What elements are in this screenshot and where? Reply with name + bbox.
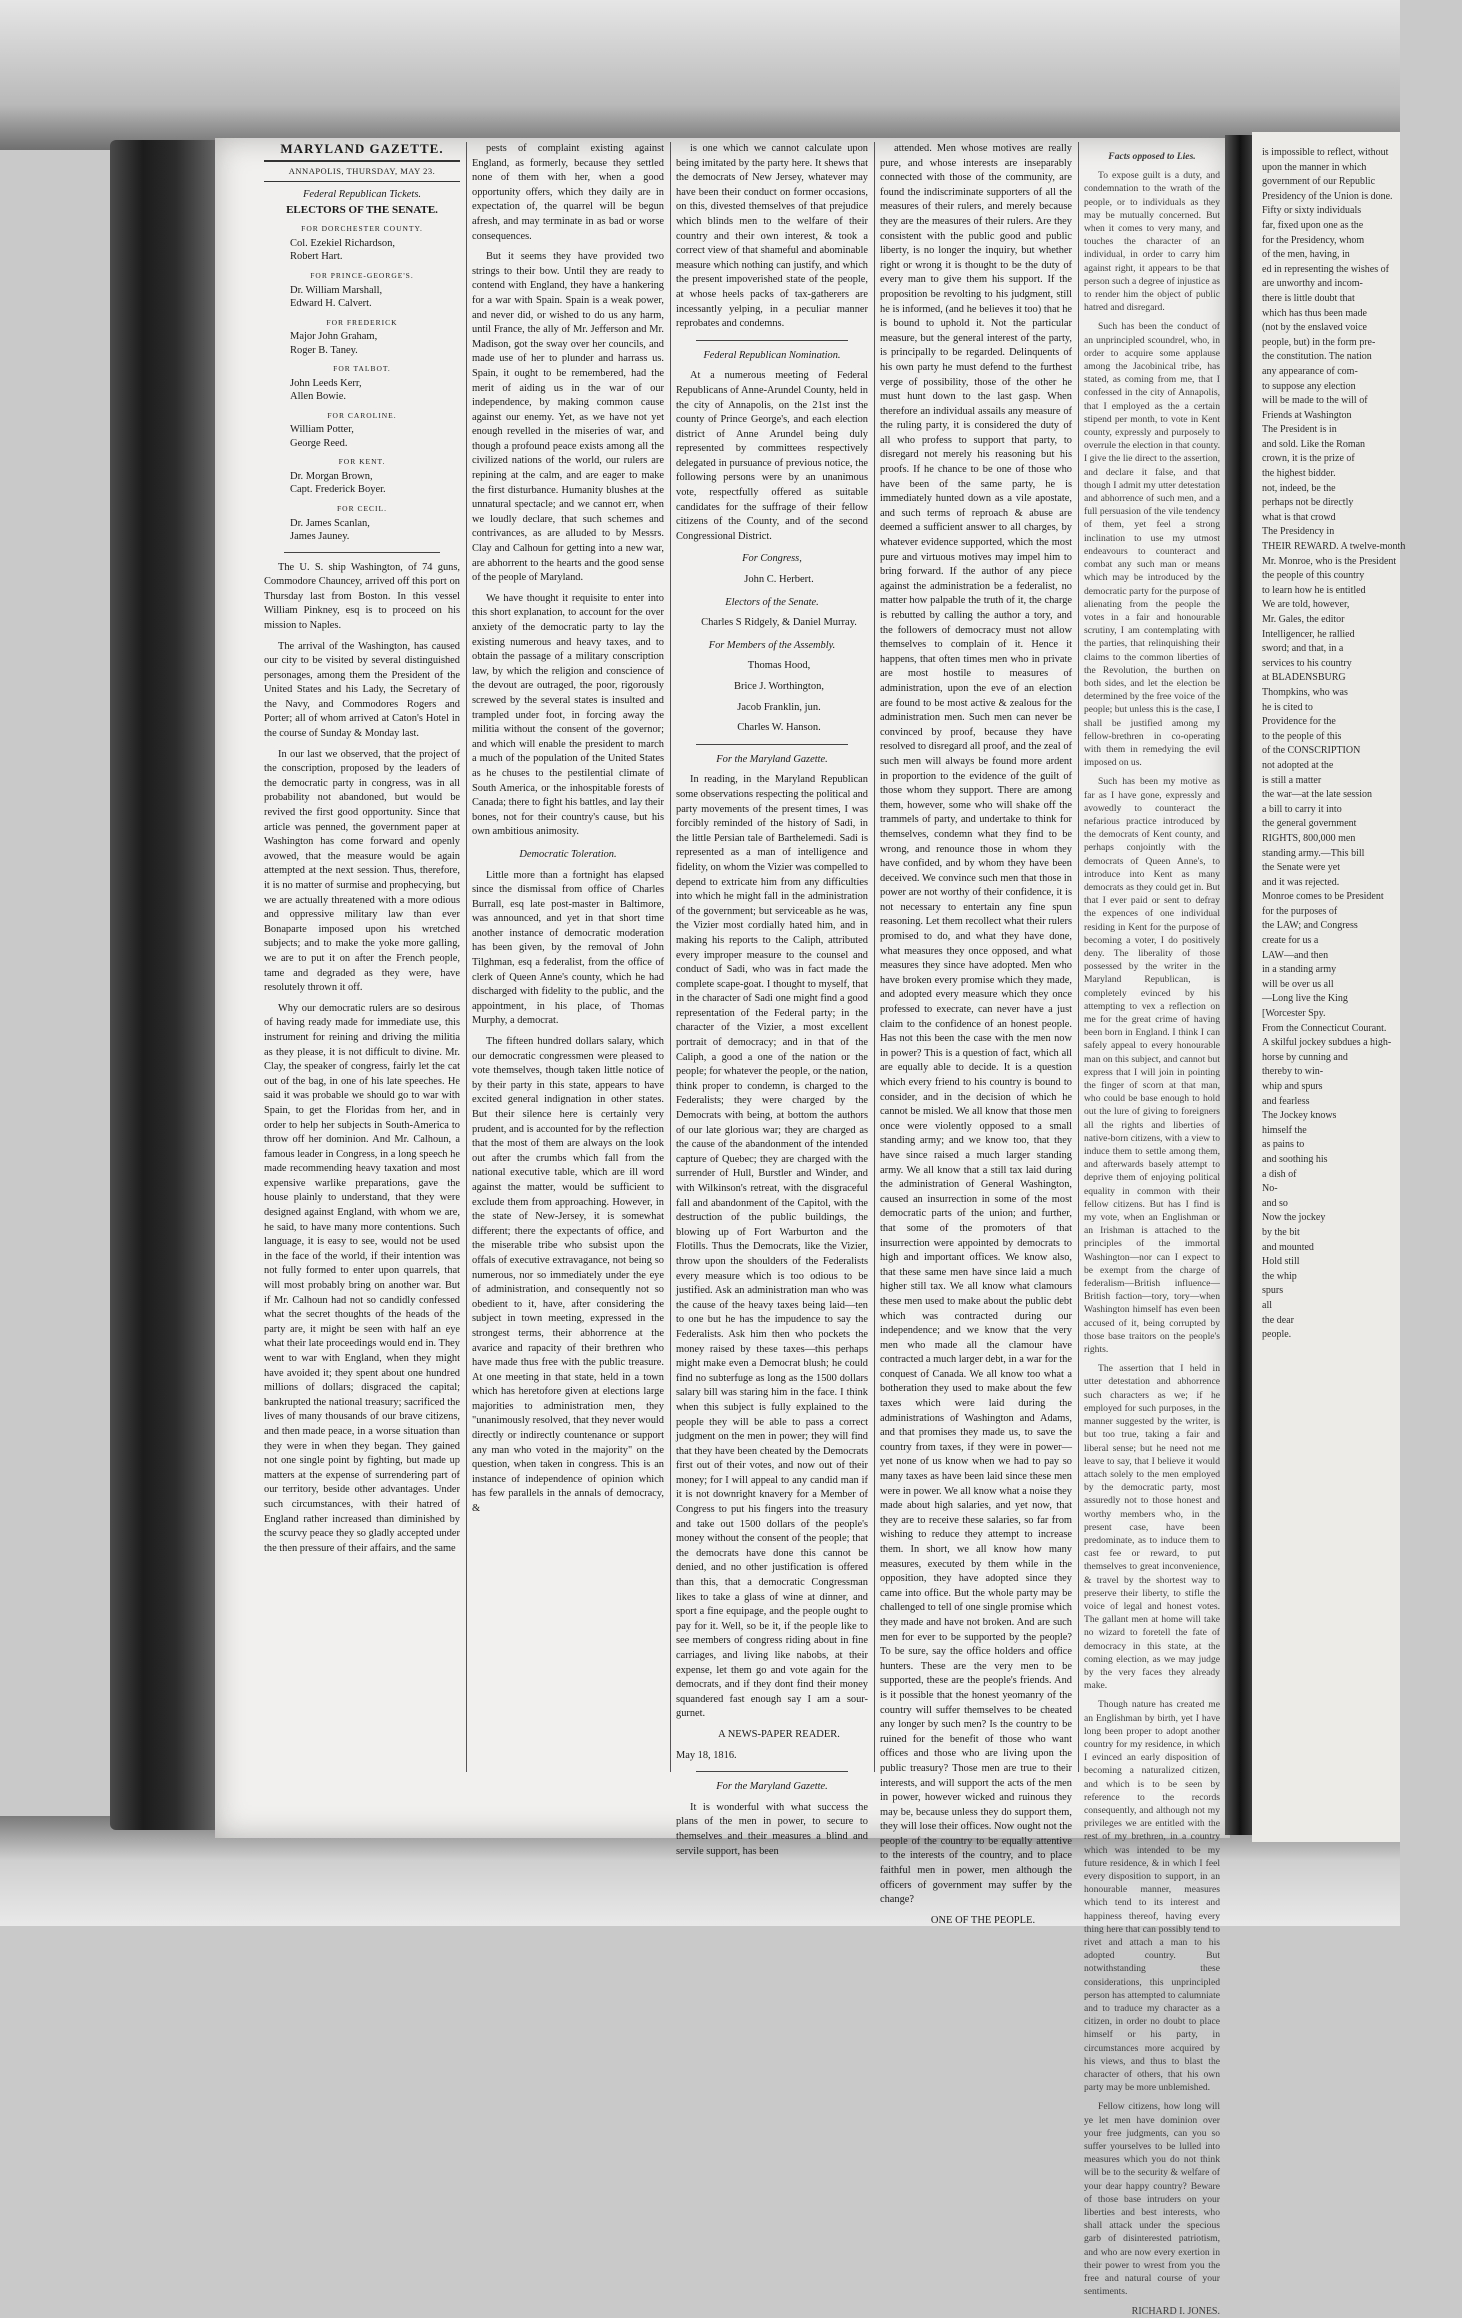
column-5 bbox=[1084, 142, 1220, 2317]
elector-name: William Potter, bbox=[290, 424, 354, 436]
elector-name: Col. Ezekiel Richardson, bbox=[290, 237, 395, 249]
column-1 bbox=[264, 142, 460, 1772]
facing-page-line: himself the bbox=[1262, 1124, 1307, 1136]
facing-page bbox=[1252, 132, 1406, 1842]
facing-page-line: Providence for the bbox=[1262, 716, 1336, 728]
facing-page-line: crown, it is the prize of bbox=[1262, 453, 1355, 465]
elector-name: Dr. James Scanlan, bbox=[290, 517, 370, 529]
heading-for-gazette-2: For the Maryland Gazette. bbox=[716, 1781, 828, 1793]
facing-page-line: Thompkins, who was bbox=[1262, 686, 1348, 698]
county-label: FOR TALBOT. bbox=[333, 364, 391, 374]
heading-for-gazette: For the Maryland Gazette. bbox=[716, 753, 828, 765]
facing-page-line: The Presidency in bbox=[1262, 526, 1335, 538]
facing-page-line: thereby to win- bbox=[1262, 1066, 1324, 1078]
scanner-top-edge bbox=[0, 0, 1400, 150]
column-rule bbox=[874, 142, 875, 1772]
facing-page-line: Intelligencer, he rallied bbox=[1262, 628, 1355, 640]
facing-page-line: and fearless bbox=[1262, 1095, 1310, 1107]
facing-page-line: a bill to carry it into bbox=[1262, 803, 1342, 815]
paragraph: Jacob Franklin, jun. bbox=[737, 701, 821, 713]
facing-page-line: (not by the enslaved voice bbox=[1262, 322, 1367, 334]
paragraph: Charles W. Hanson. bbox=[737, 722, 821, 734]
facing-page-line: as pains to bbox=[1262, 1139, 1305, 1151]
paragraph: The fifteen hundred dollars salary, which our democratic congressmen were pleased to vote themselves, though taken little notice of by their party in this state, appears to have excited general indignation in other states. But their silence here is certainly very prudent, and is accounted for by the reflection that the most of them are always on the look out after the crumbs which fall from the national executive table, which are ill word against the matter, would be sufficient to exclude them from approaching. However, in the state of New-Jersey, it is somewhat different; there the expectants of office, and the miserable tribe who subsist upon the offals of executive extravagance, not being so numerous, nor so immediately under the eye of administration, and consequently not so obedient to it, have, after considering the subject in town meeting, expressed in the strongest terms, their abhorrence at the avarice and rapacity of their brethren who have made thus free with the public treasure. At one meeting in that state, held in a town which has heretofore given at elections large majorities to administration men, they "unanimously resolved, that they never would directly or indirectly countenance or support any man who voted in the majority" on the question, when taken in congress. This is an instance of independence of opinion which has few parallels in the annals of democracy, & bbox=[472, 1036, 664, 1515]
paragraph: Though nature has created me an Englishman by birth, yet I have long been proper to adopt another country for my residence, in which I evinced an early disposition of becoming a naturalized citizen, and which is to be seen by reference to the records consequently, and although not my privileges we are entitled with the rest of my brethren, in a country which was intended to be my future residence, & in which I feel every disposition to support, in an honourable manner, measures which tend to its interest and happiness thereof, having every thing here that can possibly tend to rivet and attach a man to his adopted country. But notwithstanding these considerations, this unprincipled person has attempted to calumniate and to traduce my character as a citizen, in order no doubt to place himself or his party, in circumstances more acquired by his views, and thus to blast the character of others, that his own party may be more unblemished. bbox=[1084, 1699, 1220, 2094]
facing-page-line: Hold still bbox=[1262, 1256, 1300, 1268]
facing-page-line: a dish of bbox=[1262, 1168, 1297, 1180]
facing-page-line: of the CONSCRIPTION bbox=[1262, 745, 1361, 757]
facing-page-line: The President is in bbox=[1262, 424, 1337, 436]
masthead-title: MARYLAND GAZETTE. bbox=[264, 142, 460, 162]
paragraph: The assertion that I held in utter detestation and abhorrence such characters as we; if he employed for such purposes, in the manner suggested by the writer, is but too true, taking a fair and liberal sense; but he need not me leave to say, that I believe it would attach solely to the men employed by the democratic party, most assuredly not to those honest and worthy members who, in the present case, have been predominate, as to induce them to cast fee or reward, to put themselves to great inconvenience, & travel by the shortest way to preserve their liberty, to stifle the voice of legal and honest votes. The gallant men at home will take no wizard to foretell the fate of democracy in this state, at the coming election, as we may judge by the very faces they already make. bbox=[1084, 1363, 1220, 1692]
facing-page-line: and sold. Like the Roman bbox=[1262, 438, 1366, 450]
column-5-signature: RICHARD I. JONES. bbox=[1131, 2305, 1220, 2317]
facing-page-line: what is that crowd bbox=[1262, 511, 1336, 523]
paragraph: To expose guilt is a duty, and condemnation to the wrath of the people, or to individuals as they may be mutually concerned. But when it comes to very many, and touches the character of an individual, in order to carry him against right, it appears to be that person such a degree of injustice as to render him the object of public hatred and disregard. bbox=[1084, 170, 1220, 314]
facing-page-line: for the purposes of bbox=[1262, 905, 1338, 917]
paragraph: Such has been my motive as far as I have gone, expressly and avowedly to counteract the nefarious practice introduced by the democrats of Kent county, and perhaps conjointly with the democrats of Queen Anne's, to introduce into Kent as many democrats as they could get in. But that I ever paid or sent to defray the expences of one individual residing in Kent for the purpose of becoming a voter, I do positively deny. The liberality of those possessed by the writer in the Maryland Republican, is completely evinced by his attempting to vex a reflection on me for the great crime of having been born in England. I think I can safely appeal to every honourable man on this subject, and cannot but express that I will join in pointing the finger of scorn at that man, who could be base enough to hold out the lure of giving to foreigners all the rights and liberties of native-born citizens, with a view to induce them to settle among them, and afterwards basely attempt to deprive them of enjoying political equality in common with their fellow citizens. But has I find is my vote, when an Englishman or an Irishman is attached to the principles of the immortal Washington—nor can I expect to be exempt from the charge of federalism—British influence—British faction—tory, tory—when Washington himself has even been accused of it, being corrupted by those base traitors on the people's rights. bbox=[1084, 776, 1220, 1356]
facing-page-line: standing army.—This bill bbox=[1262, 847, 1365, 859]
county-label: FOR FREDERICK bbox=[326, 317, 398, 327]
facing-page-line: to learn how he is entitled bbox=[1262, 584, 1366, 596]
column-rule bbox=[466, 142, 467, 1772]
paragraph: is one which we cannot calculate upon being imitated by the party here. It shews that the democrats of New Jersey, whatever may have been their conduct on former occasions, on this, divested themselves of that prejudice which blinds men to the welfare of their country and their own interest, & took a correct view of that shameful and abominable measure which nothing can justify, and which the present impoverished state of the people, at whose heels packs of tax-gatherers are incessantly yelping, in a peculiar manner reprobates and condemns. bbox=[676, 143, 868, 330]
elector-name: Robert Hart. bbox=[290, 251, 343, 263]
facing-page-line: and mounted bbox=[1262, 1241, 1314, 1253]
facing-page-line: A skilful jockey subdues a high- bbox=[1262, 1037, 1392, 1049]
book-spine-left bbox=[110, 140, 220, 1830]
elector-name: Capt. Frederick Boyer. bbox=[290, 484, 386, 496]
facing-page-line: at BLADENSBURG bbox=[1262, 672, 1346, 684]
facing-page-line: will be made to the will of bbox=[1262, 395, 1368, 407]
facing-page-line: RIGHTS, 800,000 men bbox=[1262, 832, 1356, 844]
dateline: ANNAPOLIS, THURSDAY, MAY 23. bbox=[264, 162, 460, 183]
facing-page-line: upon the manner in which bbox=[1262, 161, 1367, 173]
facing-page-line: and soothing his bbox=[1262, 1153, 1328, 1165]
divider bbox=[696, 340, 848, 341]
column-5-articles bbox=[1084, 169, 1220, 2298]
elector-name: Edward H. Calvert. bbox=[290, 298, 372, 310]
county-label: FOR KENT. bbox=[338, 457, 386, 467]
column-4-signature: ONE OF THE PEOPLE. bbox=[930, 1914, 1036, 1926]
electors-list bbox=[264, 222, 460, 543]
elector-name: Dr. William Marshall, bbox=[290, 284, 383, 296]
facing-page-line: the LAW; and Congress bbox=[1262, 920, 1358, 932]
column-rule bbox=[670, 142, 671, 1772]
county-label: FOR PRINCE-GEORGE'S. bbox=[310, 270, 414, 280]
facing-page-line: all bbox=[1262, 1299, 1272, 1311]
column-2-articles bbox=[472, 142, 664, 840]
facing-page-line: there is little doubt that bbox=[1262, 292, 1355, 304]
letter-signature: A NEWS-PAPER READER. bbox=[718, 1728, 840, 1740]
facing-page-line: to suppose any election bbox=[1262, 380, 1356, 392]
county-label: FOR DORCHESTER COUNTY. bbox=[301, 224, 423, 234]
heading-senate-electors: Electors of the Senate. bbox=[725, 596, 819, 608]
paragraph: Little more than a fortnight has elapsed since the dismissal from office of Charles Burrall, esq late post-master in Baltimore, was announced, and yet in that short time another instance of democratic moderation has been given, by the removal of John Tilghman, esq a federalist, from the office of clerk of Queen Anne's county, which he had discharged with fidelity to the public, and the appointment, in his place, of Thomas Murphy, a democrat. bbox=[472, 869, 664, 1027]
facing-page-line: Now the jockey bbox=[1262, 1212, 1326, 1224]
facing-page-line: —Long live the King bbox=[1262, 993, 1348, 1005]
paragraph: Such has been the conduct of an unprincipled scoundrel, who, in order to acquire some applause among the Jacobinical tribe, has stated, as coming from me, that I confessed in the city of Annapolis, that I employed as the a certain stipend per month, to vote in Kent county, expressly and purposely to overrule the election in that county. I give the lie direct to the assertion, and declare it false, and that though I admit my utter detestation and abhorrence of such men, and a full persuasion of the vile tendency of them, yet feel a strong inclination to use my utmost endeavours to counteract and combat any such man or means which may be introduced by the democratic party for the purpose of alienating from the people the votes in a fair and honourable scrutiny, I am contemplating with the parties, that relinquishing their claims to the common liberties of the Revolution, the burthen on both sides, and let the election be determined by the free voice of the people; but unless this is the case, I shall be justified among my fellow-brethren in co-operating with them in remedying the evil imposed on us. bbox=[1084, 321, 1220, 769]
facing-page-line: the constitution. The nation bbox=[1262, 351, 1372, 363]
heading-assembly: For Members of the Assembly. bbox=[708, 639, 836, 651]
facing-page-line: is still a matter bbox=[1262, 774, 1322, 786]
facing-page-line: the whip bbox=[1262, 1270, 1297, 1282]
letter-text: In reading, in the Maryland Republican some observations respecting the political and party movements of the present times, I was forcibly reminded of the history of Sadi, in the little Persian tale of Barthelemedi. Sadi is represented as a man of intelligence and fidelity, on whom the Vizier was compelled to depend to extricate him from any difficulties into which he might fall in the administration of the government; but serviceable as he was, the Vizier most cordially hated him, and in making his reports to the Caliph, attributed every improper measure to the counsel and conduct of Sadi, who was in fact made the complete scape-goat. I thought to myself, that in the character of Sadi one might find a good representation of the Federal party; in the character of the Vizier, a most excellent portrait of democracy; and in that of the Caliph, a good a one of the nation or the people; for whatever the people, or the nation, think proper to condemn, is charged to the Federalists; they were charged by the Democrats with being, at bottom the authors of our late glorious war; they are charged as the cause of the abandonment of the intended capture of Quebec; they are charged with the surrender of Hull, Burstler and Winder, and with Wilkinson's retreat, with the disgraceful fall and abandonment of the Capitol, with the destruction of the public buildings, the blowing up of Fort Warburton and the Flotills. Thus the Democrats, like the Vizier, throw upon the shoulders of the Federalists every measure which is too odious to be justified. Ask an administration man who was the cause of the heavy taxes being laid—ten to one but he has the impudence to say the Federalists. Ask him then who pockets the money raised by these taxes—this perhaps might make even a Democrat blush; he could find no subterfuge as long as the 1500 dollars salary bill was staring him in the face. I think when this subject is fully explained to the people they will be able to pass a correct judgment on the men in power; they will find that they have been cheated by the Democrats first out of their votes, and now out of their money; for I will appeal to any candid man if it is not downright knavery for a Member of Congress to put his fingers into the treasury and take out 1500 dollars of the people's money without the consent of the people; that the democrats have done this cannot be denied, and no other justification is offered than this, that a democratic Congressman likes to take a glass of wine at dinner, and sport a fine equipage, and the people ought to pay for it. Well, so be it, if the people like to see members of congress riding about in fine carriages, and living like nabobs, at their expense, let them go and vote again for the democrats, and if they dont find their money squandered fast enough say I am a sour-gurnet. bbox=[676, 774, 868, 1720]
facing-page-line: which has thus been made bbox=[1262, 307, 1367, 319]
paragraph: The U. S. ship Washington, of 74 guns, Commodore Chauncey, arrived off this port on Thursday last from Boston. In this vessel William Pinkney, esq is to proceed on his mission to Naples. bbox=[264, 561, 460, 631]
facing-page-line: and it was rejected. bbox=[1262, 876, 1340, 888]
letter-2-text: It is wonderful with what success the plans of the men in power, to secure to themselves and their measures a blind and servile support, has been bbox=[676, 1801, 868, 1857]
facing-page-line: by the bit bbox=[1262, 1226, 1300, 1238]
column-4-articles bbox=[880, 142, 1072, 1908]
facing-page-line: not, indeed, be the bbox=[1262, 482, 1336, 494]
county-label: FOR CECIL. bbox=[336, 503, 387, 513]
senate-candidates: Charles S Ridgely, & Daniel Murray. bbox=[701, 617, 857, 629]
divider bbox=[696, 1771, 848, 1772]
elector-name: John Leeds Kerr, bbox=[290, 377, 362, 389]
facing-page-line: whip and spurs bbox=[1262, 1081, 1323, 1092]
facing-page-line: create for us a bbox=[1262, 935, 1319, 947]
facing-page-line: any appearance of com- bbox=[1262, 365, 1358, 377]
facing-page-line: spurs bbox=[1262, 1285, 1284, 1297]
facing-page-line: far, fixed upon one as the bbox=[1262, 219, 1364, 231]
divider bbox=[696, 744, 848, 745]
facing-page-line: Mr. Monroe, who is the President bbox=[1262, 555, 1397, 567]
facing-page-line: [Worcester Spy. bbox=[1262, 1008, 1326, 1020]
elector-name: Dr. Morgan Brown, bbox=[290, 470, 373, 482]
congress-candidate: John C. Herbert. bbox=[744, 574, 814, 586]
facing-page-line: not adopted at the bbox=[1262, 759, 1334, 771]
facing-page-line: people. bbox=[1262, 1329, 1292, 1341]
facing-page-line: people, but) in the form pre- bbox=[1262, 336, 1376, 348]
facing-page-line: and so bbox=[1262, 1197, 1288, 1209]
column-2-articles-b bbox=[472, 869, 664, 1517]
elector-name: James Jauney. bbox=[290, 531, 350, 543]
paragraph: Thomas Hood, bbox=[747, 660, 811, 672]
paragraph: But it seems they have provided two strings to their bow. Until they are ready to contend with England, they have a hankering for a war with Spain. Spain is a weak power, and never did, or wished to do us any harm, until France, the ally of Mr. Jefferson and Mr. Madison, got the sway over her councils, and made use of her to plunder and harrass us. Spain, it ought to be remembered, had the merit of aiding us in the war of our independence, by making common cause against our enemy. Yet, as we have not yet enough revelled in the miseries of war, and though a profound peace exists among all the civilized nations of the world, our rulers are repining at the calm, and are eager to make the first disturbance. Humanity blushes at the unnatural spectacle; and we cannot err, when we loudly declare, that such schemes and contrivances, as are alluded to by Messrs. Clay and Calhoun for getting into a new war, are abhorrent to the hearts and the good sense of the people of Maryland. bbox=[472, 251, 664, 584]
paragraph: Why our democratic rulers are so desirous of having ready made for immediate use, this instrument for reining and driving the militia as they please, it is not difficult to divine. Mr. Clay, the speaker of congress, fairly let the cat out of the bag, in one of his late speeches. He said it was probable we should go to war with Spain, to get the Floridas from her, and in order to help her subjects in South-America to throw off her dominion. And Mr. Calhoun, a famous leader in Congress, in a long speech he made recommending heavy taxation and most expensive warlike preparations, gave the house plainly to understand, that they were designed against England, with whom we are, he said, to have many more contentions. Such language, it is easy to see, would not be used in the face of the world, if their intention was not fully formed to enter upon quarrels, that will most probably bring on another war. But if Mr. Calhoun had not so candidly confessed what the secret thoughts of the heads of the party are, it might be seen with half an eye what their late proceedings would end in. They went to war with England, when they might have avoided it; they spent about one hundred millions of dollars; disgraced the capital; bankrupted the national treasury; sacrificed the lives of many thousands of our brave citizens, and then made peace, in a worse situation than they were in when they began. They gained not one single point by fighting, but made up matters at the expense of surrendering part of our territory, beside other advantages. Under such circumstances, with their hatred of England rather increased than diminished by the scurvy peace they so gladly accepted under the then pressure of their affairs, and the same bbox=[264, 1002, 460, 1554]
facing-page-line: From the Connecticut Courant. bbox=[1262, 1022, 1387, 1034]
county-label: FOR CAROLINE. bbox=[327, 410, 397, 420]
heading-facts-opposed: Facts opposed to Lies. bbox=[1108, 151, 1196, 162]
column-3-articles bbox=[676, 142, 868, 332]
assembly-candidates bbox=[676, 659, 868, 735]
facing-page-line: services to his country bbox=[1262, 657, 1352, 669]
ticket-heading: Federal Republican Tickets. bbox=[302, 189, 422, 201]
facing-page-line: horse by cunning and bbox=[1262, 1051, 1348, 1063]
facing-page-line: in a standing army bbox=[1262, 964, 1337, 976]
facing-page-line: of the men, having, in bbox=[1262, 249, 1350, 261]
facing-page-line: to the people of this bbox=[1262, 730, 1342, 742]
facing-page-line: LAW—and then bbox=[1262, 949, 1329, 961]
column-2 bbox=[472, 142, 664, 1772]
heading-democratic-toleration: Democratic Toleration. bbox=[519, 848, 617, 860]
facing-page-line: Mr. Gales, the editor bbox=[1262, 614, 1345, 625]
book-gutter bbox=[1225, 135, 1255, 1835]
elector-name: Allen Bowie. bbox=[290, 391, 346, 403]
facing-page-line: perhaps not be directly bbox=[1262, 497, 1354, 509]
facing-page-line: We are told, however, bbox=[1262, 599, 1350, 611]
facing-page-line: the Senate were yet bbox=[1262, 862, 1341, 874]
elector-name: George Reed. bbox=[290, 437, 348, 449]
paragraph: In our last we observed, that the project of the conscription, proposed by the leaders of the democratic party in congress, was in all probability not abandoned, but would be revived the first good opportunity. Since that article was penned, the government paper at Washington has come forward and openly avowed, that the measure would be again attempted at the next session. Thus, therefore, it is no matter of surmise and prophecying, but we are actually threatened with a more odious and oppressive military law than ever Bonaparte imposed upon his wretched subjects; and to make the yoke more galling, we are to put it on after the French people, tame and degraded as they were, have resolutely thrown it off. bbox=[264, 748, 460, 994]
heading-nomination: Federal Republican Nomination. bbox=[703, 349, 841, 361]
nomination-text: At a numerous meeting of Federal Republicans of Anne-Arundel County, held in the city of Annapolis, on the 21st inst the county of Prince George's, and each election district of Anne Arundel being duly represented by committees respectively delegated in pursuance of previous notice, the following persons were by an unanimous vote, respectfully offered as suitable candidates for the suffrage of their fellow citizens of the County, and of the second Congressional District. bbox=[676, 370, 868, 542]
paragraph: attended. Men whose motives are really pure, and whose interests are inseparably connected with those of the community, are found the indiscriminate supporters of all the measures of their rulers, and merely because they are the measures of their rulers. Are they consistent with the public good and public liberty, is no longer the inquiry, but whether right or wrong it is thought to be the duty of every man to give them his support. If the proposition be revolting to his judgment, still he is informed, (and he believes it too) that he is bound to uphold it. Not the particular measure, but the general interest of the party, is principally to be regarded. Delinquents of his own party he must defend to the furthest verge of possibility, those of the other he must hunt down to the last gasp. When therefore an individual assails any measure of the ruling party, it is considered the duty of all who profess to support that party, to disregard not merely his reasoning but his proofs. If he chance to be one of those who have been of the same party, he is immediately hunted down as a vile apostate, and such terms of reproach & abuse are deemed a sufficient answer to all charges, by whatever evidence supported, which the most pure and virtuous motives may impel him to bring forward. If the author of any piece against the administration be a federalist, no matter how palpable the truth of it, the charge is rebutted by calling the author a tory, and the followers of democracy must not allow themselves to complain of it. Hence it happens, that often times men who in private are most hostile to measures of administration, upon the eve of an election are found to be most active & zealous for the administration men. Such men can never be convinced by proof, because they have resolved to disregard all proof, and the zeal of such men will always be found more ardent in proportion to the evidence of the guilt of those whom they support. There are among them, however, some who will shake off the trammels of party, and undertake to think for themselves, condemn what they find to be wrong, and renounce those in whom they have confided, and by whom they have been deceived. We convince such men that those in power are not worthy of their confidence, it is not necessary to entertain any fine spun reasoning. Let them recollect what their rulers promised to do, and what they have done, what measures they once opposed, and what measures they since have adopted. Men who have broken every promise which they made, and adopted every measure which they once professed to execrate, can never have a just claim to the confidence of an honest people. Has not this been the case with the men now in power? This is a question of fact, which all are equally able to decide. It is a question which every friend to his country is bound to consider, and in the decision of which he cannot be misled. We all know that those men once were violently opposed to a small standing army; and we know too, that they have since raised a much larger standing army. We all know that a still tax laid during the administration of General Washington, caused an insurrection in some of the most democratic parts of the union; and further, that some of the promoters of that insurrection were appointed by democrats to high and important offices. We know also, that these same men have since laid a much higher still tax. We all know what clamours these men used to make about the public debt which was contracted during our independence; and we know that the very men who made all the clamour have contracted a much larger debt, in a war for the conquest of Canada. We all know too what a botheration they used to make about the few taxes which were laid during the administrations of Washington and Adams, and that promises they made us, to save the country from taxes, if they were in power—yet none of us know when we had to pay so many taxes as have been laid since these men were in power. We all know what a noise they made about high salaries, and yet now, that they are to receive these salaries, so far from wishing to reduce they attempt to increase them. In short, we all know how many measures, executed by them while in the opposition, they have adopted since they came into office. But the whole party may be challenged to tell of one single promise which they made and have not broken. And are such men for ever to be supported by the people? To be sure, say the office holders and office hunters. These are the very men to be supported, these are the people's friends. And is it possible that the honest yeomanry of the country will suffer themselves to be cheated any longer by such men? Is the country to be ruined for the benefit of those who want offices and those who are living upon the public treasury? Those men are true to their interests, and will support the acts of the men in power, however wicked and ruinous they may be, because unless they do support them, they will lose their offices. Now ought not the people of the country to be equally attentive to the interests of the country, and to place faithful men in power, men although the officers of government may suffer by the change? bbox=[880, 143, 1072, 1906]
letter-date: May 18, 1816. bbox=[676, 1749, 737, 1761]
facing-page-line: ed in representing the wishes of bbox=[1262, 263, 1389, 275]
facing-page-line: he is cited to bbox=[1262, 701, 1313, 713]
column-1-articles bbox=[264, 561, 460, 1557]
facing-page-line: for the Presidency, whom bbox=[1262, 234, 1365, 246]
facing-page-line: are unworthy and incom- bbox=[1262, 278, 1363, 290]
elector-name: Roger B. Taney. bbox=[290, 344, 358, 356]
facing-page-line: THEIR REWARD. A twelve-month bbox=[1262, 541, 1406, 553]
column-3 bbox=[676, 142, 868, 1857]
facing-page-line: the war—at the late session bbox=[1262, 789, 1372, 801]
facing-page-line: will be over us all bbox=[1262, 978, 1334, 990]
facing-page-line: the dear bbox=[1262, 1314, 1294, 1326]
facing-page-line: Presidency of the Union is done. bbox=[1262, 190, 1393, 202]
facing-page-line: The Jockey knows bbox=[1262, 1110, 1337, 1122]
elector-name: Major John Graham, bbox=[290, 331, 378, 343]
facing-page-text bbox=[1262, 146, 1462, 1343]
column-rule bbox=[1078, 142, 1079, 1772]
ticket-title: ELECTORS OF THE SENATE. bbox=[286, 203, 438, 216]
paragraph: Brice J. Worthington, bbox=[734, 681, 824, 692]
facing-page-line: is impossible to reflect, without bbox=[1262, 147, 1389, 158]
facing-page-line: No- bbox=[1262, 1183, 1278, 1195]
facing-page-line: the general government bbox=[1262, 818, 1357, 830]
paragraph: pests of complaint existing against England, as formerly, because they settled none of them with her, when a good opportunity offers, which they daily are in expectation of, the quarrel will be begun afresh, and may terminate in as bad or worse consequences. bbox=[472, 143, 664, 242]
facing-page-line: sword; and that, in a bbox=[1262, 643, 1344, 655]
column-4 bbox=[880, 142, 1072, 1926]
facing-page-line: Monroe comes to be President bbox=[1262, 891, 1384, 903]
heading-congress: For Congress, bbox=[742, 553, 802, 565]
paragraph: The arrival of the Washington, has caused our city to be visited by several distinguished personages, among them the President of the United States and his Lady, the Secretary of the Navy, and Commodores Rogers and Porter; all of whom arrived at Caton's Hotel in the course of Sunday & Monday last. bbox=[264, 640, 460, 740]
facing-page-line: the people of this country bbox=[1262, 570, 1365, 582]
paragraph: Fellow citizens, how long will ye let men have dominion over your free judgments, can you so suffer yourselves to be lulled into measures which you do not think will be to the security & welfare of your dear happy country? Beware of those base intruders on your liberties and best interests, who shall attack under the specious garb of disinterested patriotism, and who are now every exertion in their power to wrest from you the free and natural course of your sentiments. bbox=[1084, 2101, 1220, 2298]
paragraph: We have thought it requisite to enter into this short explanation, to account for the over anxiety of the democratic party to lay the existing numerous and heavy taxes, and to obtain the passage of a military conscription law, by which the religion and conscience of the devout are outraged, the poor, rigorously screwed by the several states is insulted and trampled under foot, in forcing away the militia without the consent of the governor; and which will enable the president to march a much of the population of the United States as he chuses to the pestilential climate of South America, or the inhospitable forests of Canada; there to fight his battles, and lay their bones, not for their country's cause, but his own ambitious animosity. bbox=[472, 592, 664, 838]
facing-page-line: Friends at Washington bbox=[1262, 409, 1352, 421]
facing-page-line: the highest bidder. bbox=[1262, 468, 1336, 480]
facing-page-line: Fifty or sixty individuals bbox=[1262, 205, 1362, 217]
facing-page-line: government of our Republic bbox=[1262, 176, 1376, 188]
divider bbox=[284, 552, 440, 553]
